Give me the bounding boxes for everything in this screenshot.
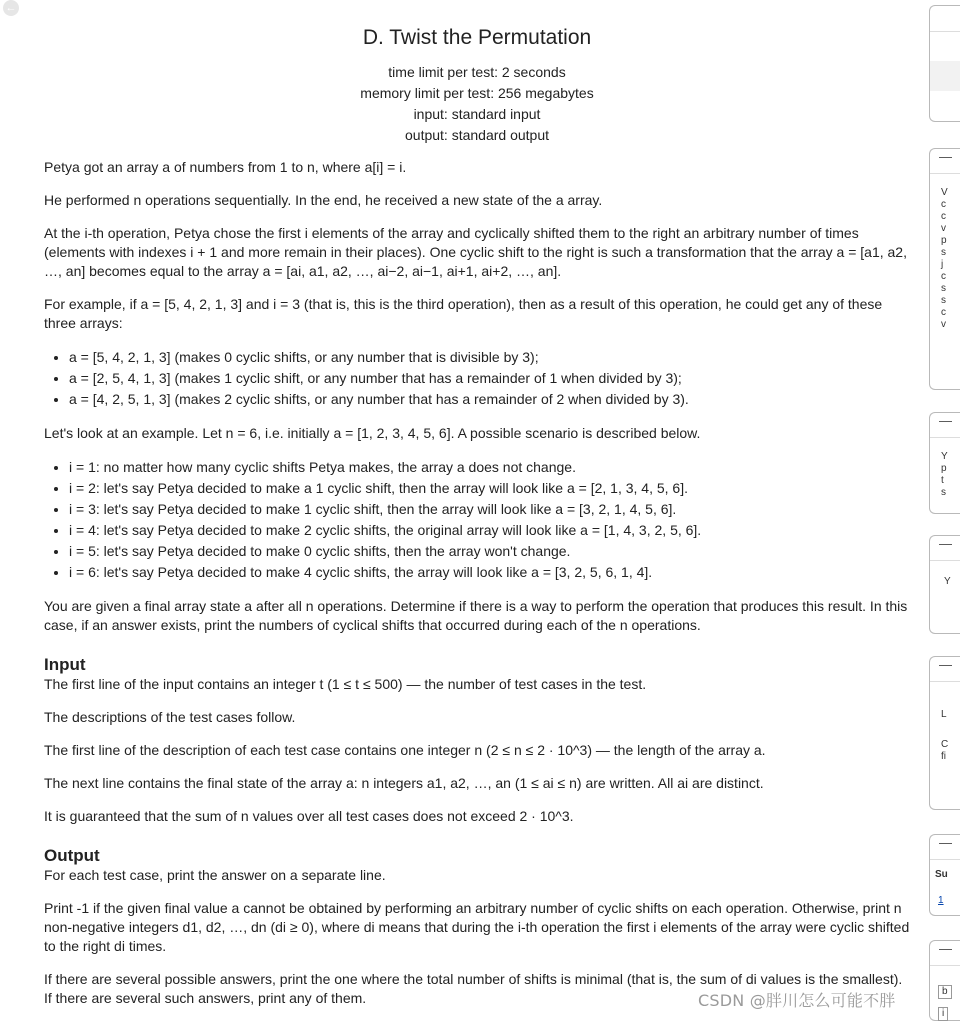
list-item: • a = [5, 4, 2, 1, 3] (makes 0 cyclic shifts, or any number that is divisible by 3); bbox=[69, 347, 910, 368]
input-paragraph: The first line of the description of each test case contains one integer n (2 ≤ n ≤ 2 · 10^3) — the length of the array a. bbox=[44, 742, 766, 758]
sidebar-text: p bbox=[941, 463, 947, 474]
problem-header bbox=[44, 22, 910, 146]
sidebar-text: V bbox=[941, 187, 948, 198]
statement-paragraph: At the i-th operation, Petya chose the first i elements of the array and cyclically shifted them to the right an arbitrary number of times (elements with indexes i + 1 and more remain in their places). One cyclic shift to the right is such a transformation that the array a = [a1, a2, …, an] becomes equal to the array a = [ai, a1, a2, …, ai−2, ai−1, ai+1, ai+2, …, an]. bbox=[44, 225, 907, 279]
sidebar-box bbox=[929, 940, 960, 1021]
sidebar-text: fi bbox=[941, 751, 946, 762]
sidebar-text: j bbox=[941, 259, 944, 270]
output-paragraph: If there are several possible answers, print the one where the total number of shifts is minimal (that is, the sum of di values is the smallest). If there are several such answers, print any of them. bbox=[44, 971, 903, 1006]
input-paragraph: The next line contains the final state of the array a: n integers a1, a2, …, an (1 ≤ ai ≤ n) are written. All ai are distinct. bbox=[44, 775, 764, 791]
sidebar-text: Su bbox=[935, 869, 948, 880]
back-circle-icon[interactable]: ← bbox=[3, 0, 19, 16]
input-paragraph: The descriptions of the test cases follow. bbox=[44, 709, 296, 725]
sidebar-text: s bbox=[941, 295, 946, 306]
sidebar-text: c bbox=[941, 199, 946, 210]
output-paragraph: For each test case, print the answer on a separate line. bbox=[44, 867, 386, 883]
sidebar-text: L bbox=[941, 709, 947, 720]
sidebar-text: Y bbox=[944, 576, 951, 587]
sidebar-box-dash: — bbox=[939, 657, 952, 672]
list-item: • i = 6: let's say Petya decided to make 4 cyclic shifts, the array will look like a = [3, 2, 5, 6, 1, 4]. bbox=[69, 562, 910, 583]
problem-title: D. Twist the Permutation bbox=[362, 26, 592, 49]
sidebar-box-dash: — bbox=[939, 536, 952, 551]
sidebar-box bbox=[929, 148, 960, 390]
input-specification bbox=[44, 655, 910, 826]
list-item: • a = [2, 5, 4, 1, 3] (makes 1 cyclic shift, or any number that has a remainder of 1 when divided by 3); bbox=[69, 368, 910, 389]
sidebar-text: v bbox=[941, 223, 946, 234]
sidebar-box-dash: — bbox=[939, 413, 952, 428]
statement-paragraph: He performed n operations sequentially. In the end, he received a new state of the a array. bbox=[44, 192, 603, 208]
list-item: • i = 5: let's say Petya decided to make 0 cyclic shifts, then the array won't change. bbox=[69, 541, 910, 562]
output-paragraph: Print -1 if the given final value a cannot be obtained by performing an arbitrary number of cyclic shifts on each operation. Otherwise, print n non-negative integers d1, d2, …, dn (di ≥ 0), where di means that during the i-th operation the first i elements of the array were cyclic shifted to the right di times. bbox=[44, 900, 910, 954]
sidebar-text: v bbox=[941, 319, 946, 330]
statement-paragraph: You are given a final array state a after all n operations. Determine if there is a way to perform the operation that produces this result. In this case, if an answer exists, print the numbers of cyclical shifts that occurred during each of the n operations. bbox=[44, 598, 908, 633]
output-specification bbox=[44, 846, 910, 1008]
sidebar-text: t bbox=[941, 475, 944, 486]
sidebar-text: b bbox=[938, 985, 952, 999]
sidebar-text: i bbox=[938, 1007, 948, 1021]
example-shift-list bbox=[44, 347, 910, 410]
input-title: Input bbox=[44, 655, 86, 674]
legend bbox=[44, 158, 910, 635]
list-item: • i = 1: no matter how many cyclic shifts Petya makes, the array a does not change. bbox=[69, 457, 910, 478]
sidebar-box-dash: — bbox=[939, 835, 952, 850]
sidebar-box-dash: — bbox=[939, 941, 952, 956]
problem-statement bbox=[44, 20, 910, 1022]
sidebar-text: s bbox=[941, 247, 946, 258]
sidebar-text: s bbox=[941, 283, 946, 294]
sidebar-box bbox=[929, 656, 960, 810]
list-item: • i = 3: let's say Petya decided to make 1 cyclic shift, then the array will look like a = [3, 2, 1, 4, 5, 6]. bbox=[69, 499, 910, 520]
output-title: Output bbox=[44, 846, 100, 865]
sidebar-text: c bbox=[941, 211, 946, 222]
sidebar-text: p bbox=[941, 235, 947, 246]
sidebar-box bbox=[929, 535, 960, 634]
sidebar-box bbox=[929, 5, 960, 122]
sidebar-text: c bbox=[941, 271, 946, 282]
list-item: • i = 2: let's say Petya decided to make a 1 cyclic shift, then the array will look like a = [2, 1, 3, 4, 5, 6]. bbox=[69, 478, 910, 499]
sidebar-text: Y bbox=[941, 451, 948, 462]
sidebar-link[interactable]: 1 bbox=[938, 895, 944, 906]
sidebar-text: C bbox=[941, 739, 949, 750]
sidebar-text: c bbox=[941, 307, 946, 318]
input-paragraph: It is guaranteed that the sum of n values over all test cases does not exceed 2 · 10^3. bbox=[44, 808, 574, 824]
scenario-list bbox=[44, 457, 910, 583]
list-item: • i = 4: let's say Petya decided to make 2 cyclic shifts, the original array will look like a = [1, 4, 3, 2, 5, 6]. bbox=[69, 520, 910, 541]
sidebar-text: s bbox=[941, 487, 946, 498]
sidebar-box bbox=[929, 834, 960, 916]
sidebar-box bbox=[929, 412, 960, 514]
output-file: output: standard output bbox=[405, 127, 549, 143]
statement-paragraph: For example, if a = [5, 4, 2, 1, 3] and i = 3 (that is, this is the third operation), then as a result of this operation, he could get any of these three arrays: bbox=[44, 296, 883, 331]
csdn-watermark: CSDN @胖川怎么可能不胖 bbox=[698, 991, 896, 1010]
statement-paragraph: Petya got an array a of numbers from 1 to n, where a[i] = i. bbox=[44, 159, 407, 175]
list-item: • a = [4, 2, 5, 1, 3] (makes 2 cyclic shifts, or any number that has a remainder of 2 when divided by 3). bbox=[69, 389, 910, 410]
sidebar-box-dash: — bbox=[939, 149, 952, 164]
input-paragraph: The first line of the input contains an integer t (1 ≤ t ≤ 500) — the number of test cases in the test. bbox=[44, 676, 647, 692]
statement-paragraph: Let's look at an example. Let n = 6, i.e. initially a = [1, 2, 3, 4, 5, 6]. A possible scenario is described below. bbox=[44, 425, 701, 441]
time-limit: time limit per test: 2 seconds bbox=[388, 64, 566, 80]
input-file: input: standard input bbox=[413, 106, 541, 122]
memory-limit: memory limit per test: 256 megabytes bbox=[360, 85, 594, 101]
